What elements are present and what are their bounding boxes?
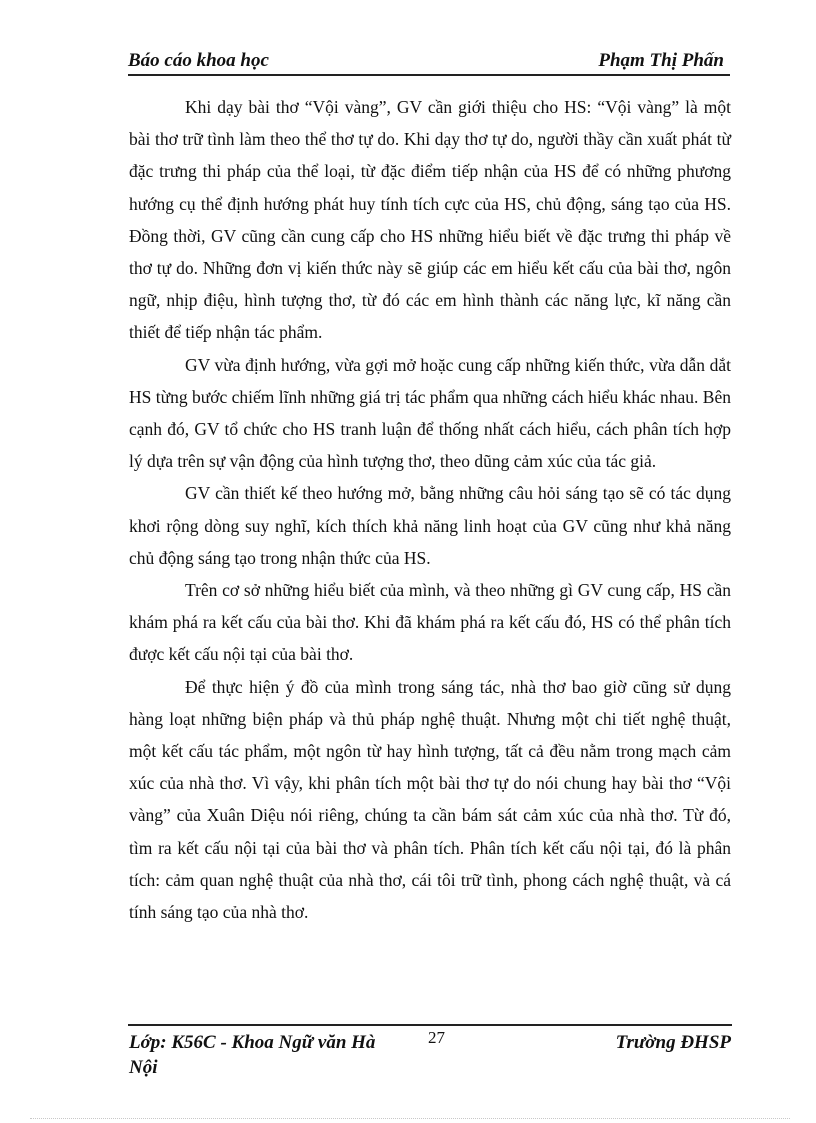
header-author-name: Phạm Thị Phấn [598,50,724,71]
body-paragraph-5: Để thực hiện ý đồ của mình trong sáng tác, nhà thơ bao giờ cũng sử dụng hàng loạt những biện pháp và thủ pháp nghệ thuật. Nhưng một chi tiết nghệ thuật, một kết cấu tác phẩm, một ngôn từ hay hình tượng, tất cả đều nằm trong mạch cảm xúc của nhà thơ. Vì vậy, khi phân tích một bài thơ tự do nói chung hay bài thơ “Vội vàng” của Xuân Diệu nói riêng, chúng ta cần bám sát cảm xúc của nhà thơ. Từ đó, tìm ra kết cấu nội tại của bài thơ và phân tích. Phân tích kết cấu nội tại, đó là phân tích: cảm quan nghệ thuật của nhà thơ, cái tôi trữ tình, phong cách nghệ thuật, và cá tính sáng tạo của nhà thơ. [129,676,731,923]
body-paragraph-1: Khi dạy bài thơ “Vội vàng”, GV cần giới thiệu cho HS: “Vội vàng” là một bài thơ trữ tình làm theo thể thơ tự do. Khi dạy thơ tự do, người thầy cần xuất phát từ đặc trưng thi pháp của thể loại, từ đặc điểm tiếp nhận của HS để có những phương hướng cụ thể định hướng phát huy tính tích cực của HS, chủ động, sáng tạo của HS. Đồng thời, GV cũng cần cung cấp cho HS những hiểu biết về đặc trưng thi pháp về thơ tự do. Những đơn vị kiến thức này sẽ giúp các em hiểu kết cấu của bài thơ, ngôn ngữ, nhịp điệu, hình tượng thơ, từ đó các em hình thành các năng lực, kĩ năng cần thiết để tiếp nhận tác phẩm. [129,97,731,343]
body-paragraph-4: Trên cơ sở những hiểu biết của mình, và theo những gì GV cung cấp, HS cần khám phá ra kết cấu của bài thơ. Khi đã khám phá ra kết cấu đó, HS có thể phân tích được kết cấu nội tại của bài thơ. [129,580,731,665]
page-header [128,48,730,76]
footer-class-info: Lớp: K56C - Khoa Ngữ văn Hà Nội [129,1032,376,1078]
body-paragraph-2: GV vừa định hướng, vừa gợi mở hoặc cung cấp những kiến thức, vừa dẫn dắt HS từng bước chiếm lĩnh những giá trị tác phẩm qua những cách hiểu khác nhau. Bên cạnh đó, GV tổ chức cho HS tranh luận để thống nhất cách hiểu, cách phân tích hợp lý dựa trên sự vận động của hình tượng thơ, theo dũng cảm xúc của tác giả. [129,354,731,472]
body-paragraph-3: GV cần thiết kế theo hướng mở, bằng những câu hỏi sáng tạo sẽ có tác dụng khơi rộng dòng suy nghĩ, kích thích khả năng linh hoạt của GV cũng như khả năng chủ động sáng tạo trong nhận thức của HS. [129,483,731,568]
footer-school-name: Trường ĐHSP [615,1032,731,1053]
footer-divider [128,1024,732,1026]
page-number: 27 [428,1028,445,1047]
document-body [129,91,731,928]
header-report-title: Báo cáo khoa học [128,50,269,71]
page-edge-divider [30,1118,790,1119]
